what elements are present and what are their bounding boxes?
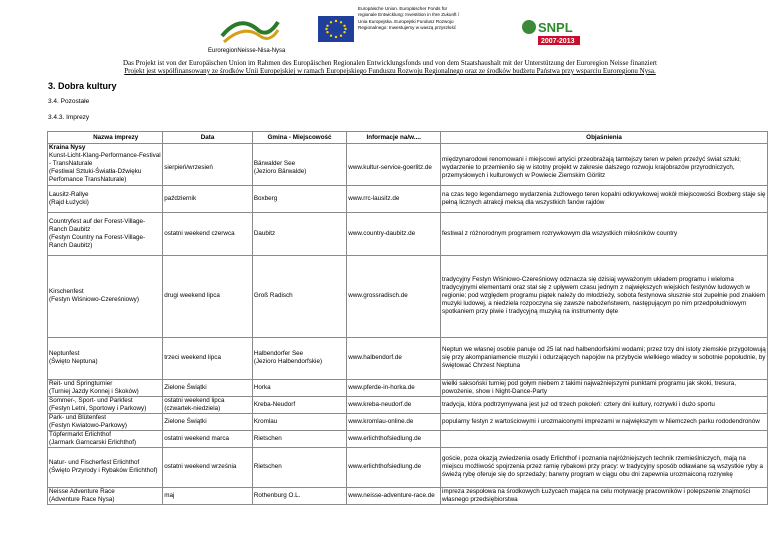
eu-flag-icon	[318, 16, 354, 42]
cell-event-name: Sommer-, Sport- und Parkfest (Festyn Letni, Sportowy i Parkowy)	[48, 396, 163, 413]
cell-event-name: Töpfermarkt Erlichthof (Jarmark Garncarski Erlichthof)	[48, 430, 163, 447]
cell-event-name: Kirschenfest (Festyn Wiśniowo-Czereśniowy)	[48, 255, 163, 337]
cell-location: Daubitz	[252, 212, 346, 255]
cell-info: www.rrc-lausitz.de	[347, 185, 441, 212]
table-row	[48, 487, 768, 504]
cell-date: ostatni weekend czerwca	[163, 212, 253, 255]
eu-text-line: Europäische Union. Europäischer Fonds für	[358, 6, 448, 11]
header-notes: Objaśnienia	[441, 132, 768, 144]
cell-info: www.erlichthofsiedlung.de	[347, 430, 441, 447]
cell-date: ostatni weekend września	[163, 447, 253, 487]
cell-notes: impreza zespołowa na środkowych Łużycach mająca na celu motywację pracowników i polepszenie znajmości własnego przedsiębiorstwa	[441, 487, 768, 504]
cell-date: październik	[163, 185, 253, 212]
table-row	[48, 152, 768, 185]
cell-notes: tradycyjny Festyn Wiśniowo-Czereśniowy odznacza się dzisiaj wyważonym układem programu i wieloma tradycyjnymi elementami oraz stał się z upływem czasu jednym z największych wiejskich festynów ludowych w regionie; pod względem programu piątek należy do młodzieży, sobota festynowa słusznie stoi zupełnie pod znakiem muzyki ludowej, a niedziela rozpoczyna się zawsze nabożeństwem, następującym po nim przedpołudniowym spotkaniem przy piwie i tradycyjną muzyką na instrumenty dęte	[441, 255, 768, 337]
cell-location: Groß Radisch	[252, 255, 346, 337]
cell-notes: wielki saksoński turniej pod gołym niebem z takimi najważniejszymi punktami programu jak skoki, tresura, powożenie, show i Night-Dance-Party	[441, 379, 768, 396]
events-table	[47, 131, 768, 505]
header-event-name: Nazwa imprezy	[48, 132, 163, 144]
cell-date: trzeci weekend lipca	[163, 337, 253, 379]
cell-date: Zielone Świątki	[163, 379, 253, 396]
cell-notes: popularny festyn z wartościowymi i urozmaiconymi imprezami w największym w Niemczech parku rododendronów	[441, 413, 768, 430]
table-row	[48, 255, 768, 337]
cell-notes	[441, 430, 768, 447]
funding-banner	[40, 59, 740, 75]
subsubsection-heading: 3.4.3. Imprezy	[48, 114, 90, 121]
eu-text-line: regionale Entwicklung: Investition in Ihre Zukunft /	[358, 12, 460, 18]
logo-bar	[0, 0, 768, 60]
header-location: Gmina - Miejscowość	[252, 132, 346, 144]
cell-location: Kromlau	[252, 413, 346, 430]
cell-date: ostatni weekend lipca (czwartek-niedziela)	[163, 396, 253, 413]
cell-location: Halbendorfer See (Jezioro Halbendorfskie)	[252, 337, 346, 379]
eu-funding-text	[358, 6, 498, 31]
cell-event-name: Countryfest auf der Forest-Village-Ranch Daubitz (Festyn Country na Forest-Village-Ranch Daubitz)	[48, 212, 163, 255]
section-heading: 3. Dobra kultury	[48, 81, 117, 91]
cell-event-name: Natur- und Fischerfest Erlichthof (Święto Przyrody i Rybaków Erlichthof)	[48, 447, 163, 487]
cell-info: www.pferde-in-horka.de	[347, 379, 441, 396]
region-label: Kraina Nysy	[48, 144, 163, 153]
cell-date: ostatni weekend marca	[163, 430, 253, 447]
snpl-emblem-icon	[522, 20, 536, 34]
cell-info: www.halbendorf.de	[347, 337, 441, 379]
cell-location: Kreba-Neudorf	[252, 396, 346, 413]
table-row	[48, 337, 768, 379]
table-row	[48, 379, 768, 396]
cell-event-name: Park- und Blütenfest (Festyn Kwiatowo-Parkowy)	[48, 413, 163, 430]
cell-info: www.country-daubitz.de	[347, 212, 441, 255]
cell-notes: festiwal z różnorodnym programem rozrywkowym dla wszystkich miłośników country	[441, 212, 768, 255]
cell-info: www.erlichthofsiedlung.de	[347, 447, 441, 487]
eu-text-line: Unia Europejska. Europejski Fundusz Rozwoju	[358, 18, 454, 24]
cell-date: drugi weekend lipca	[163, 255, 253, 337]
cell-notes: na czas tego legendarnego wydarzenia żużlowego teren kopalni odkrywkowej wokół miejscowości Boxberg staje się pełną licznych atrakcji meksą dla wszystkich fanów rajdów	[441, 185, 768, 212]
snpl-years: 2007-2013	[541, 38, 575, 45]
cell-info: www.kromlau-online.de	[347, 413, 441, 430]
cell-notes: tradycja, która podtrzymywana jest już od trzech pokoleń: cztery dni kultury, rozrywki i dużo sportu	[441, 396, 768, 413]
cell-info: www.grossradisch.de	[347, 255, 441, 337]
cell-event-name: Reit- und Springturnier (Turniej Jazdy Konnej i Skoków)	[48, 379, 163, 396]
snpl-logo	[520, 12, 582, 48]
cell-location: Boxberg	[252, 185, 346, 212]
table-row	[48, 185, 768, 212]
eu-text-line: Regionalnego: Inwestujemy w waszą przyszłość	[358, 24, 457, 30]
cell-notes: Neptun we własnej osobie panuje od 25 lat nad halbendorfskimi wodami; przez trzy dni istoty ziemskie przygotowują się przy akompaniamencie muzyki i odurzających napojów na przybycie wielkiego władcy w sobotnie popołudnie, by świętować Chrzest Neptuna	[441, 337, 768, 379]
table-row	[48, 413, 768, 430]
cell-info: www.neisse-adventure-race.de	[347, 487, 441, 504]
cell-location: Horka	[252, 379, 346, 396]
cell-event-name: Lausitz-Rallye (Rajd Łużycki)	[48, 185, 163, 212]
banner-line-pl: Projekt jest współfinansowany ze środków Unii Europejskiej w ramach Europejskiego Funduszu Rozwoju Regionalnego oraz ze środków budżetu Państwa przy wsparciu Euroregionu Nysa.	[124, 67, 656, 75]
cell-location: Rietschen	[252, 430, 346, 447]
table-row	[48, 212, 768, 255]
euroregion-emblem-icon	[220, 16, 280, 44]
cell-event-name: Neisse Adventure Race (Adventure Race Nysa)	[48, 487, 163, 504]
cell-notes: międzynarodowi renomowani i miejscowi artyści przeobrażają tamtejszy teren w pełen przeżyć świat sztuki; wydarzenie to przemienilo się w istotny projekt w zakresie dalszego rozwoju krajobrazów przyrodniczych, przemysłowych i kulturowych w Powiecie Ziemskim Görlitz	[441, 152, 768, 185]
table-header-row	[48, 132, 768, 144]
cell-date: Zielone Świątki	[163, 413, 253, 430]
table-row	[48, 396, 768, 413]
banner-line-de: Das Projekt ist von der Europäischen Union im Rahmen des Europäischen Regionalen Entwicklungsfonds und von dem Staatshaushalt mit der Unterstützung der Euroregion Neisse finanziert	[122, 59, 658, 67]
euroregion-logo	[208, 14, 298, 54]
snpl-logo-text: SNPL	[538, 20, 573, 35]
cell-event-name: Neptunfest (Święto Neptuna)	[48, 337, 163, 379]
subsection-heading: 3.4. Pozostałe	[48, 98, 90, 105]
cell-date: sierpień/wrzesień	[163, 152, 253, 185]
region-row	[48, 144, 768, 153]
header-date: Data	[163, 132, 253, 144]
cell-date: maj	[163, 487, 253, 504]
cell-info: www.kultur-service-goerlitz.de	[347, 152, 441, 185]
cell-location: Rothenburg O.L.	[252, 487, 346, 504]
euroregion-logo-text: EuroregionNeisse-Nisa-Nysa	[208, 48, 286, 54]
table-row	[48, 447, 768, 487]
header-info: Informacje na/w....	[347, 132, 441, 144]
table-row	[48, 430, 768, 447]
cell-location: Rietschen	[252, 447, 346, 487]
cell-location: Bärwalder See (Jezioro Bärwalde)	[252, 152, 346, 185]
cell-notes: goście, poza okazją zwiedzenia osady Erlichthof i poznania najróżniejszych technik rzemieślniczych, mają na miejscu możliwość spojrzenia przez ramię rybakowi przy pracy: w tradycyjny sposób odławiane są wszystkie ryby a świeżą rybę oferuje się do sprzedaży; barwny program w ciągu obu dni zapewnia urozmaiconą rozrywkę	[441, 447, 768, 487]
cell-info: www.kreba-neudorf.de	[347, 396, 441, 413]
cell-event-name: Kunst-Licht-Klang-Performance-Festival - TransNaturale (Festiwal Sztuki-Światła-Dźwięku Perfomance TransNaturale)	[48, 152, 163, 185]
